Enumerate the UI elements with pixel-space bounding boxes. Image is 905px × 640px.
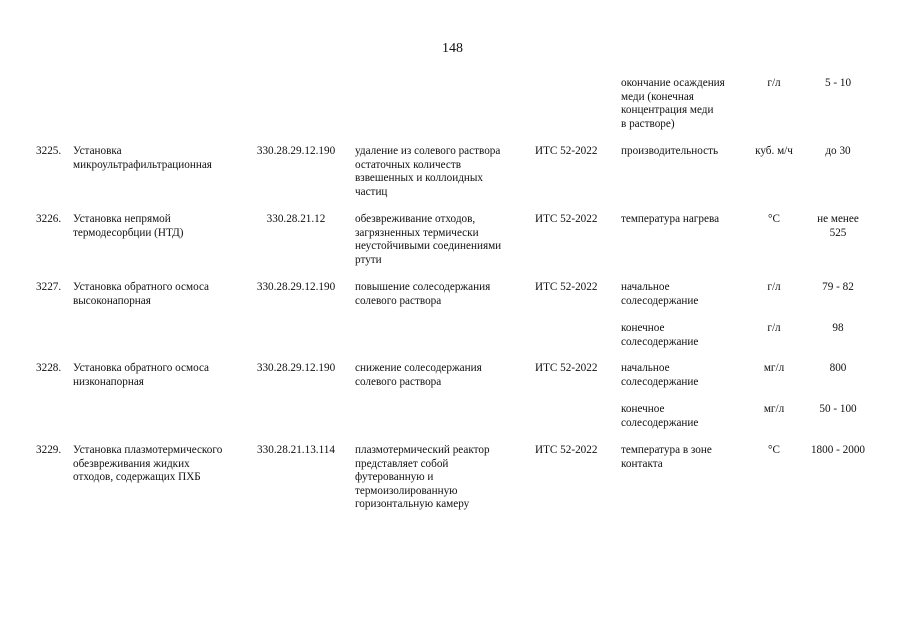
parameter-name-line: температура нагрева	[621, 213, 720, 225]
purpose-description-line: удаление из солевого раствора	[355, 145, 501, 157]
equipment-name	[73, 362, 245, 389]
purpose-description-line: частиц	[355, 185, 388, 198]
parameter-value	[802, 362, 874, 376]
purpose-description-line: ртути	[355, 253, 382, 266]
parameter-value	[802, 403, 874, 417]
equipment-name-line: Установка обратного осмоса	[73, 281, 210, 293]
purpose-description-line: загрязненных термически	[355, 226, 479, 239]
parameter-name-line: конечное	[621, 403, 665, 415]
parameter-name-line: контакта	[621, 457, 663, 470]
purpose-description-line: взвешенных и коллоидных	[355, 172, 483, 185]
parameter-name-line: конечное	[621, 322, 665, 334]
parameter-unit: г/л	[767, 77, 781, 89]
parameter-value	[802, 145, 874, 159]
okpd-code: 330.28.21.12	[266, 213, 326, 225]
parameter-unit: °C	[768, 444, 780, 456]
purpose-description	[355, 444, 525, 512]
page-number: 148	[442, 41, 463, 56]
parameter-value	[802, 322, 874, 336]
purpose-description-line: повышение солесодержания	[355, 281, 491, 293]
equipment-name-line: Установка обратного осмоса	[73, 362, 210, 374]
parameter-unit: г/л	[767, 322, 781, 334]
equipment-name-line: микроультрафильтрационная	[73, 158, 212, 171]
purpose-description	[355, 362, 525, 389]
its-reference: ИТС 52-2022	[535, 213, 598, 225]
purpose-description-line: обезвреживание отходов,	[355, 213, 476, 225]
okpd-code: 330.28.21.13.114	[257, 444, 335, 456]
equipment-name-line: Установка	[73, 145, 122, 157]
parameter-unit: мг/л	[763, 403, 785, 415]
purpose-description-line: солевого раствора	[355, 294, 442, 307]
parameter-value-line: 525	[829, 226, 847, 239]
parameter-name	[621, 145, 739, 159]
parameter-name-line: начальное	[621, 281, 670, 293]
purpose-description-line: представляет собой	[355, 457, 449, 470]
parameter-value	[802, 444, 874, 458]
parameter-name	[621, 322, 739, 349]
parameter-value-line: 79 - 82	[822, 281, 854, 293]
parameter-name	[621, 403, 739, 430]
parameter-name-line: производительность	[621, 145, 719, 157]
purpose-description-line: футерованную и	[355, 471, 434, 484]
parameter-value-line: до 30	[825, 145, 851, 157]
purpose-description	[355, 145, 525, 199]
purpose-description-line: горизонтальную камеру	[355, 498, 470, 511]
purpose-description-line: неустойчивыми соединениями	[355, 240, 502, 253]
its-reference: ИТС 52-2022	[535, 281, 598, 293]
parameter-unit: °C	[768, 213, 780, 225]
equipment-name-line: Установка непрямой	[73, 213, 171, 225]
parameter-value-line: 98	[832, 322, 844, 334]
parameter-unit: куб. м/ч	[755, 145, 793, 157]
purpose-description-line: остаточных количеств	[355, 158, 461, 171]
equipment-name-line: отходов, содержащих ПХБ	[73, 471, 201, 484]
parameter-name-line: температура в зоне	[621, 444, 712, 456]
parameter-name	[621, 213, 739, 227]
equipment-name	[73, 444, 245, 485]
equipment-name	[73, 281, 245, 308]
parameter-name-line: меди (конечная	[621, 90, 694, 103]
okpd-code: 330.28.29.12.190	[256, 281, 336, 293]
equipment-name-line: обезвреживания жидких	[73, 457, 190, 470]
parameter-name-line: солесодержание	[621, 335, 699, 348]
parameter-value	[802, 77, 874, 91]
parameter-name-line: начальное	[621, 362, 670, 374]
okpd-code: 330.28.29.12.190	[256, 362, 336, 374]
parameter-name	[621, 281, 739, 308]
parameter-name	[621, 77, 739, 131]
parameter-value	[802, 281, 874, 295]
row-number: 3226.	[36, 213, 62, 225]
row-number: 3227.	[36, 281, 62, 293]
parameter-value-line: 800	[829, 362, 847, 374]
purpose-description-line: плазмотермический реактор	[355, 444, 490, 456]
equipment-name	[73, 213, 245, 240]
equipment-name-line: термодесорбции (НТД)	[73, 226, 184, 239]
row-number: 3228.	[36, 362, 62, 374]
parameter-name-line: концентрация меди	[621, 104, 714, 117]
equipment-name-line: Установка плазмотермического	[73, 444, 223, 456]
its-reference: ИТС 52-2022	[535, 145, 598, 157]
purpose-description-line: солевого раствора	[355, 375, 442, 388]
its-reference: ИТС 52-2022	[535, 444, 598, 456]
parameter-unit: г/л	[767, 281, 781, 293]
parameter-name	[621, 444, 739, 471]
parameter-unit: мг/л	[763, 362, 785, 374]
row-number: 3225.	[36, 145, 62, 157]
purpose-description	[355, 281, 525, 308]
parameter-value-line: не менее	[817, 213, 859, 225]
parameter-name-line: солесодержание	[621, 416, 699, 429]
parameter-value-line: 1800 - 2000	[810, 444, 866, 456]
parameter-name-line: солесодержание	[621, 375, 699, 388]
parameter-value	[802, 213, 874, 240]
parameter-name-line: окончание осаждения	[621, 77, 725, 89]
parameter-name-line: солесодержание	[621, 294, 699, 307]
parameter-name-line: в растворе)	[621, 117, 675, 130]
its-reference: ИТС 52-2022	[535, 362, 598, 374]
purpose-description-line: снижение солесодержания	[355, 362, 482, 374]
equipment-name	[73, 145, 245, 172]
equipment-name-line: высоконапорная	[73, 294, 151, 307]
purpose-description	[355, 213, 525, 267]
row-number: 3229.	[36, 444, 62, 456]
parameter-value-line: 5 - 10	[824, 77, 852, 89]
equipment-name-line: низконапорная	[73, 375, 144, 388]
purpose-description-line: термоизолированную	[355, 484, 458, 497]
okpd-code: 330.28.29.12.190	[256, 145, 336, 157]
parameter-name	[621, 362, 739, 389]
parameter-value-line: 50 - 100	[819, 403, 857, 415]
